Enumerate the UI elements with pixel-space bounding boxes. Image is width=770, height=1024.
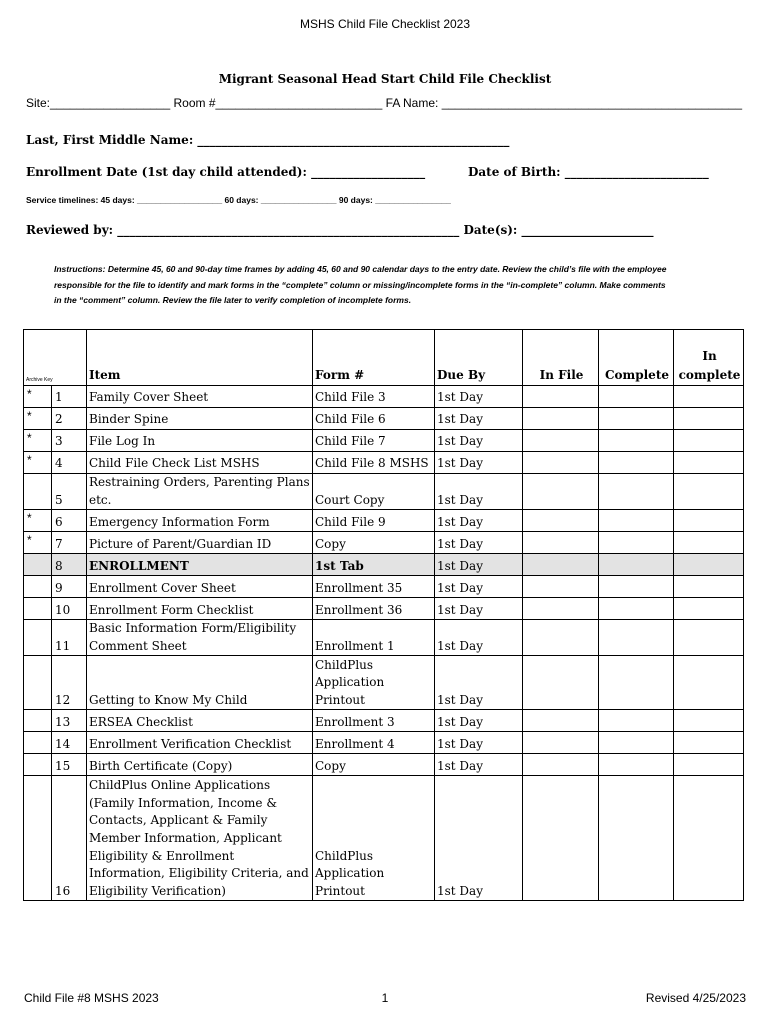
table-row [24,408,744,430]
child-name-line: Last, First Middle Name: ____________________________________________________ [26,133,510,147]
item-name-cell: Restraining Orders, Parenting Plans etc. [87,474,313,510]
instructions-paragraph: Instructions: Determine 45, 60 and 90-day time frames by adding 45, 60 and 90 calendar days to the entry date. Review the child’s file with the employee responsible for the file to identify and mark forms in the “complete” column or missing/incomplete forms in the “in-complete” column. Make comments in the “comment” column. Review the file later to verify completion of incomplete forms. [54,264,667,306]
in-file-cell[interactable] [523,576,599,598]
complete-cell[interactable] [599,710,674,732]
table-row [24,576,744,598]
in-file-cell[interactable] [523,474,599,510]
date-of-birth-line: Date of Birth: ________________________ [468,165,709,179]
complete-cell[interactable] [599,452,674,474]
complete-cell[interactable] [599,430,674,452]
item-name-cell: Emergency Information Form [87,510,313,532]
item-number-cell: 14 [52,732,87,754]
due-by-cell: 1st Day [435,474,523,510]
complete-cell[interactable] [599,510,674,532]
complete-cell[interactable] [599,532,674,554]
form-number-cell: Enrollment 36 [313,598,435,620]
due-by-cell: 1st Day [435,408,523,430]
form-number-cell: Enrollment 4 [313,732,435,754]
item-name-cell: ENROLLMENT [87,554,313,576]
due-by-cell: 1st Day [435,576,523,598]
table-row [24,620,744,656]
incomplete-cell[interactable] [674,386,744,408]
table-row [24,754,744,776]
in-file-cell[interactable] [523,656,599,710]
due-by-cell: 1st Day [435,532,523,554]
incomplete-cell[interactable] [674,510,744,532]
incomplete-cell[interactable] [674,554,744,576]
archive-star-cell: * [24,386,52,408]
item-name-cell: ChildPlus Online Applications (Family Information, Income & Contacts, Applicant & Family Member Information, Applicant Eligibility & Enrollment Information, Eligibility Criteria, and Eligibility Verification) [87,776,313,901]
item-number-cell: 10 [52,598,87,620]
form-number-cell: Child File 6 [313,408,435,430]
archive-star-cell: * [24,510,52,532]
item-name-cell: Getting to Know My Child [87,656,313,710]
archive-star-cell [24,710,52,732]
table-row [24,554,744,576]
item-number-cell: 11 [52,620,87,656]
item-number-cell: 12 [52,656,87,710]
table-row [24,386,744,408]
incomplete-cell[interactable] [674,576,744,598]
table-row [24,430,744,452]
incomplete-cell[interactable] [674,754,744,776]
due-by-cell: 1st Day [435,656,523,710]
complete-cell[interactable] [599,598,674,620]
due-by-cell: 1st Day [435,732,523,754]
incomplete-cell[interactable] [674,452,744,474]
form-number-header: Form # [313,330,435,386]
checklist-table [23,329,744,901]
archive-star-cell [24,474,52,510]
table-row [24,532,744,554]
service-timelines-line: Service timelines: 45 days: __________________ 60 days: ________________ 90 days: ________________ [26,195,451,205]
item-number-cell: 1 [52,386,87,408]
in-file-header: In File [523,330,599,386]
document-title: Migrant Seasonal Head Start Child File Checklist [218,72,552,86]
in-file-cell[interactable] [523,598,599,620]
due-by-cell: 1st Day [435,386,523,408]
incomplete-header: In complete [674,330,744,386]
in-file-cell[interactable] [523,732,599,754]
footer-form-id: Child File #8 MSHS 2023 [24,991,159,1005]
item-name-cell: File Log In [87,430,313,452]
in-file-cell[interactable] [523,710,599,732]
form-number-cell: Court Copy [313,474,435,510]
complete-cell[interactable] [599,576,674,598]
archive-star-cell: * [24,408,52,430]
archive-star-cell: * [24,532,52,554]
form-number-cell: Copy [313,754,435,776]
item-name-cell: Enrollment Form Checklist [87,598,313,620]
form-number-cell: Enrollment 1 [313,620,435,656]
incomplete-cell[interactable] [674,474,744,510]
due-by-cell: 1st Day [435,510,523,532]
archive-star-cell [24,598,52,620]
archive-star-cell [24,776,52,901]
table-header-row [24,330,744,386]
archive-star-cell [24,576,52,598]
incomplete-cell[interactable] [674,656,744,710]
item-number-cell: 6 [52,510,87,532]
form-number-cell: Enrollment 35 [313,576,435,598]
archive-star-cell: * [24,452,52,474]
in-file-cell[interactable] [523,532,599,554]
table-row [24,598,744,620]
archive-star-cell [24,554,52,576]
item-name-cell: Picture of Parent/Guardian ID [87,532,313,554]
form-number-cell: Child File 3 [313,386,435,408]
item-header: Item [87,330,313,386]
page-header-title: MSHS Child File Checklist 2023 [299,17,471,31]
item-name-cell: ERSEA Checklist [87,710,313,732]
complete-cell[interactable] [599,656,674,710]
item-name-cell: Binder Spine [87,408,313,430]
complete-header: Complete [599,330,674,386]
archive-key-header: Archive Key [24,330,87,386]
item-number-cell: 9 [52,576,87,598]
incomplete-cell[interactable] [674,710,744,732]
item-name-cell: Family Cover Sheet [87,386,313,408]
form-number-cell: Child File 9 [313,510,435,532]
footer-revised-date: Revised 4/25/2023 [645,991,746,1005]
item-name-cell: Enrollment Cover Sheet [87,576,313,598]
item-number-cell: 5 [52,474,87,510]
item-number-cell: 7 [52,532,87,554]
item-number-cell: 16 [52,776,87,901]
form-number-cell: 1st Tab [313,554,435,576]
complete-cell[interactable] [599,408,674,430]
in-file-cell[interactable] [523,408,599,430]
table-row [24,510,744,532]
incomplete-cell[interactable] [674,776,744,901]
item-number-cell: 13 [52,710,87,732]
form-number-cell: Enrollment 3 [313,710,435,732]
archive-star-cell [24,732,52,754]
due-by-cell: 1st Day [435,598,523,620]
incomplete-cell[interactable] [674,408,744,430]
complete-cell[interactable] [599,474,674,510]
reviewed-by-line: Reviewed by: _________________________________________________________ Date(s): ______________________ [26,223,654,237]
item-number-cell: 2 [52,408,87,430]
item-number-cell: 3 [52,430,87,452]
complete-cell[interactable] [599,776,674,901]
incomplete-cell[interactable] [674,532,744,554]
item-number-cell: 15 [52,754,87,776]
site-room-fa-line: Site:__________________ Room #_________________________ FA Name: _____________________________________________ [26,96,743,110]
item-name-cell: Birth Certificate (Copy) [87,754,313,776]
due-by-cell: 1st Day [435,754,523,776]
archive-star-cell: * [24,430,52,452]
complete-cell[interactable] [599,754,674,776]
in-file-cell[interactable] [523,554,599,576]
archive-star-cell [24,620,52,656]
due-by-cell: 1st Day [435,452,523,474]
item-number-cell: 4 [52,452,87,474]
form-number-cell: Child File 7 [313,430,435,452]
complete-cell[interactable] [599,386,674,408]
footer-page-number: 1 [381,991,389,1005]
form-number-cell: Copy [313,532,435,554]
incomplete-cell[interactable] [674,598,744,620]
incomplete-cell[interactable] [674,430,744,452]
in-file-cell[interactable] [523,754,599,776]
due-by-cell: 1st Day [435,430,523,452]
due-by-cell: 1st Day [435,554,523,576]
archive-star-cell [24,656,52,710]
form-number-cell: ChildPlus Application Printout [313,656,435,710]
due-by-header: Due By [435,330,523,386]
archive-star-cell [24,754,52,776]
table-row [24,452,744,474]
item-number-cell: 8 [52,554,87,576]
form-number-cell: Child File 8 MSHS [313,452,435,474]
in-file-cell[interactable] [523,452,599,474]
in-file-cell[interactable] [523,386,599,408]
in-file-cell[interactable] [523,620,599,656]
in-file-cell[interactable] [523,776,599,901]
complete-cell[interactable] [599,732,674,754]
due-by-cell: 1st Day [435,710,523,732]
table-row [24,732,744,754]
form-number-cell: ChildPlus Application Printout [313,776,435,901]
due-by-cell: 1st Day [435,776,523,901]
in-file-cell[interactable] [523,430,599,452]
complete-cell[interactable] [599,554,674,576]
table-row [24,656,744,710]
table-row [24,776,744,901]
item-name-cell: Child File Check List MSHS [87,452,313,474]
complete-cell[interactable] [599,620,674,656]
incomplete-cell[interactable] [674,620,744,656]
incomplete-cell[interactable] [674,732,744,754]
in-file-cell[interactable] [523,510,599,532]
table-row [24,474,744,510]
due-by-cell: 1st Day [435,620,523,656]
item-name-cell: Enrollment Verification Checklist [87,732,313,754]
table-row [24,710,744,732]
item-name-cell: Basic Information Form/Eligibility Comment Sheet [87,620,313,656]
enrollment-date-line: Enrollment Date (1st day child attended): ___________________ [26,165,426,179]
